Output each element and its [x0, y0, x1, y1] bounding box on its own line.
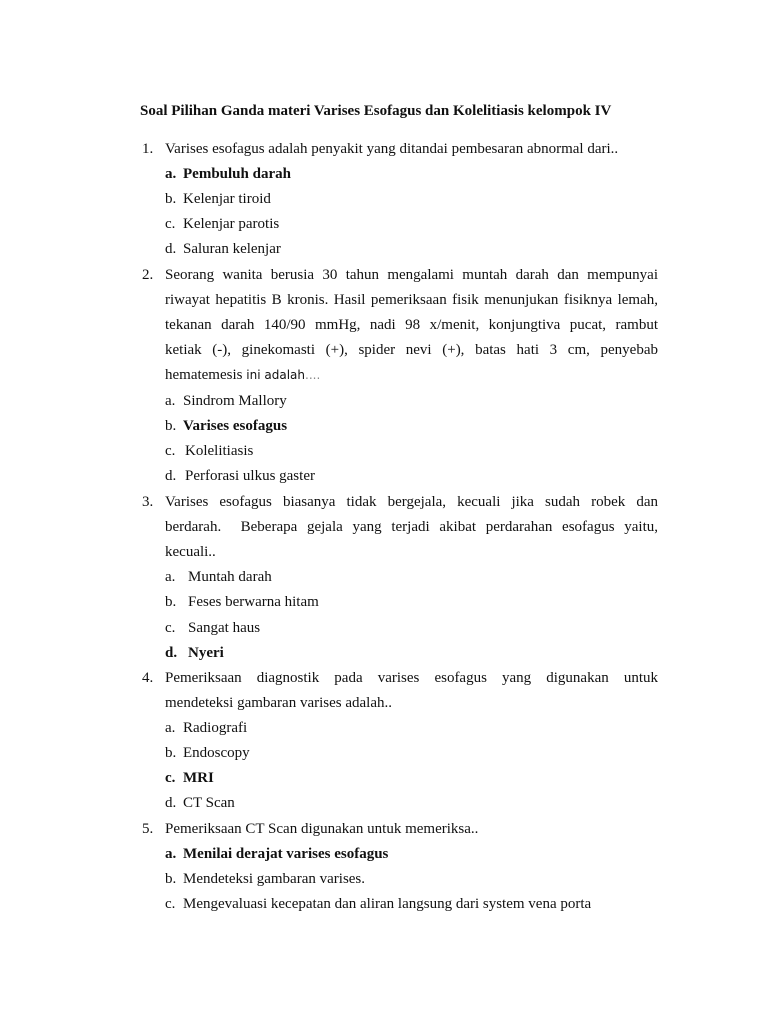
q1-option-a-text: Pembuluh darah	[183, 166, 291, 182]
q2-option-d-letter: d.	[165, 468, 177, 484]
question-5-text: Pemeriksaan CT Scan digunakan untuk memeriksa..	[165, 821, 479, 837]
document-title: Soal Pilihan Ganda materi Varises Esofagus dan Kolelitiasis kelompok IV	[140, 103, 612, 119]
q1-option-d-letter: d.	[165, 241, 177, 257]
question-2-line-5-dots: ....	[305, 368, 321, 382]
q5-option-a-letter: a.	[165, 846, 177, 862]
q5-option-b-letter: b.	[165, 871, 177, 887]
q1-option-c-text: Kelenjar parotis	[183, 216, 280, 232]
q3-option-a-text: Muntah darah	[188, 569, 272, 585]
question-2-line-2: riwayat hepatitis B kronis. Hasil pemeriksaan fisik menunjukan fisiknya lemah,	[165, 292, 658, 308]
question-3-line-1: Varises esofagus biasanya tidak bergejala, kecuali jika sudah robek dan	[165, 494, 658, 510]
q4-option-a-text: Radiografi	[183, 720, 248, 736]
q2-option-b-letter: b.	[165, 418, 177, 434]
question-2-line-4: ketiak (-), ginekomasti (+), spider nevi (+), batas hati 3 cm, penyebab	[165, 342, 658, 358]
q3-option-d-text: Nyeri	[188, 645, 224, 661]
q2-option-d-text: Perforasi ulkus gaster	[185, 468, 315, 484]
q2-option-b-text: Varises esofagus	[183, 418, 288, 434]
q1-option-b-letter: b.	[165, 191, 177, 207]
q4-option-b-text: Endoscopy	[183, 745, 250, 761]
question-1-number: 1.	[142, 141, 154, 157]
q5-option-b-text: Mendeteksi gambaran varises.	[183, 871, 366, 887]
q4-option-b-letter: b.	[165, 745, 177, 761]
q4-option-c-text: MRI	[183, 770, 214, 786]
q4-option-a-letter: a.	[165, 720, 176, 736]
q3-option-b-letter: b.	[165, 594, 177, 610]
q5-option-c-letter: c.	[165, 896, 176, 912]
q3-option-c-text: Sangat haus	[188, 620, 261, 636]
question-4-line-2: mendeteksi gambaran varises adalah..	[165, 695, 392, 711]
q5-option-c-text: Mengevaluasi kecepatan dan aliran langsung dari system vena porta	[183, 896, 592, 912]
q2-option-c-text: Kolelitiasis	[185, 443, 254, 459]
question-2-line-5-serif: hematemesis	[165, 367, 243, 383]
question-5-number: 5.	[142, 821, 154, 837]
question-2-line-3: tekanan darah 140/90 mmHg, nadi 98 x/menit, konjungtiva pucat, rambut	[165, 317, 658, 333]
q3-option-c-letter: c.	[165, 620, 176, 636]
q1-option-b-text: Kelenjar tiroid	[183, 191, 271, 207]
q2-option-a-letter: a.	[165, 393, 176, 409]
q1-option-a-letter: a.	[165, 166, 177, 182]
question-3-number: 3.	[142, 494, 154, 510]
q2-option-a-text: Sindrom Mallory	[183, 393, 287, 409]
question-2-number: 2.	[142, 267, 154, 283]
q1-option-c-letter: c.	[165, 216, 176, 232]
q3-option-b-text: Feses berwarna hitam	[188, 594, 319, 610]
q4-option-d-letter: d.	[165, 795, 177, 811]
question-3-line-2: berdarah. Beberapa gejala yang terjadi akibat perdarahan esofagus yaitu,	[165, 519, 658, 535]
question-3-line-3: kecuali..	[165, 544, 216, 560]
q1-option-d-text: Saluran kelenjar	[183, 241, 281, 257]
question-4-number: 4.	[142, 670, 154, 686]
q3-option-d-letter: d.	[165, 645, 178, 661]
question-2-line-5-sans: ini adalah	[242, 368, 306, 382]
q4-option-d-text: CT Scan	[183, 795, 235, 811]
q5-option-a-text: Menilai derajat varises esofagus	[183, 846, 389, 862]
question-2-line-5	[165, 365, 658, 385]
question-1-text: Varises esofagus adalah penyakit yang ditandai pembesaran abnormal dari..	[165, 141, 619, 157]
q2-option-c-letter: c.	[165, 443, 176, 459]
q3-option-a-letter: a.	[165, 569, 176, 585]
question-4-line-1: Pemeriksaan diagnostik pada varises esofagus yang digunakan untuk	[165, 670, 658, 686]
q4-option-c-letter: c.	[165, 770, 176, 786]
question-2-line-1: Seorang wanita berusia 30 tahun mengalami muntah darah dan mempunyai	[165, 267, 658, 283]
